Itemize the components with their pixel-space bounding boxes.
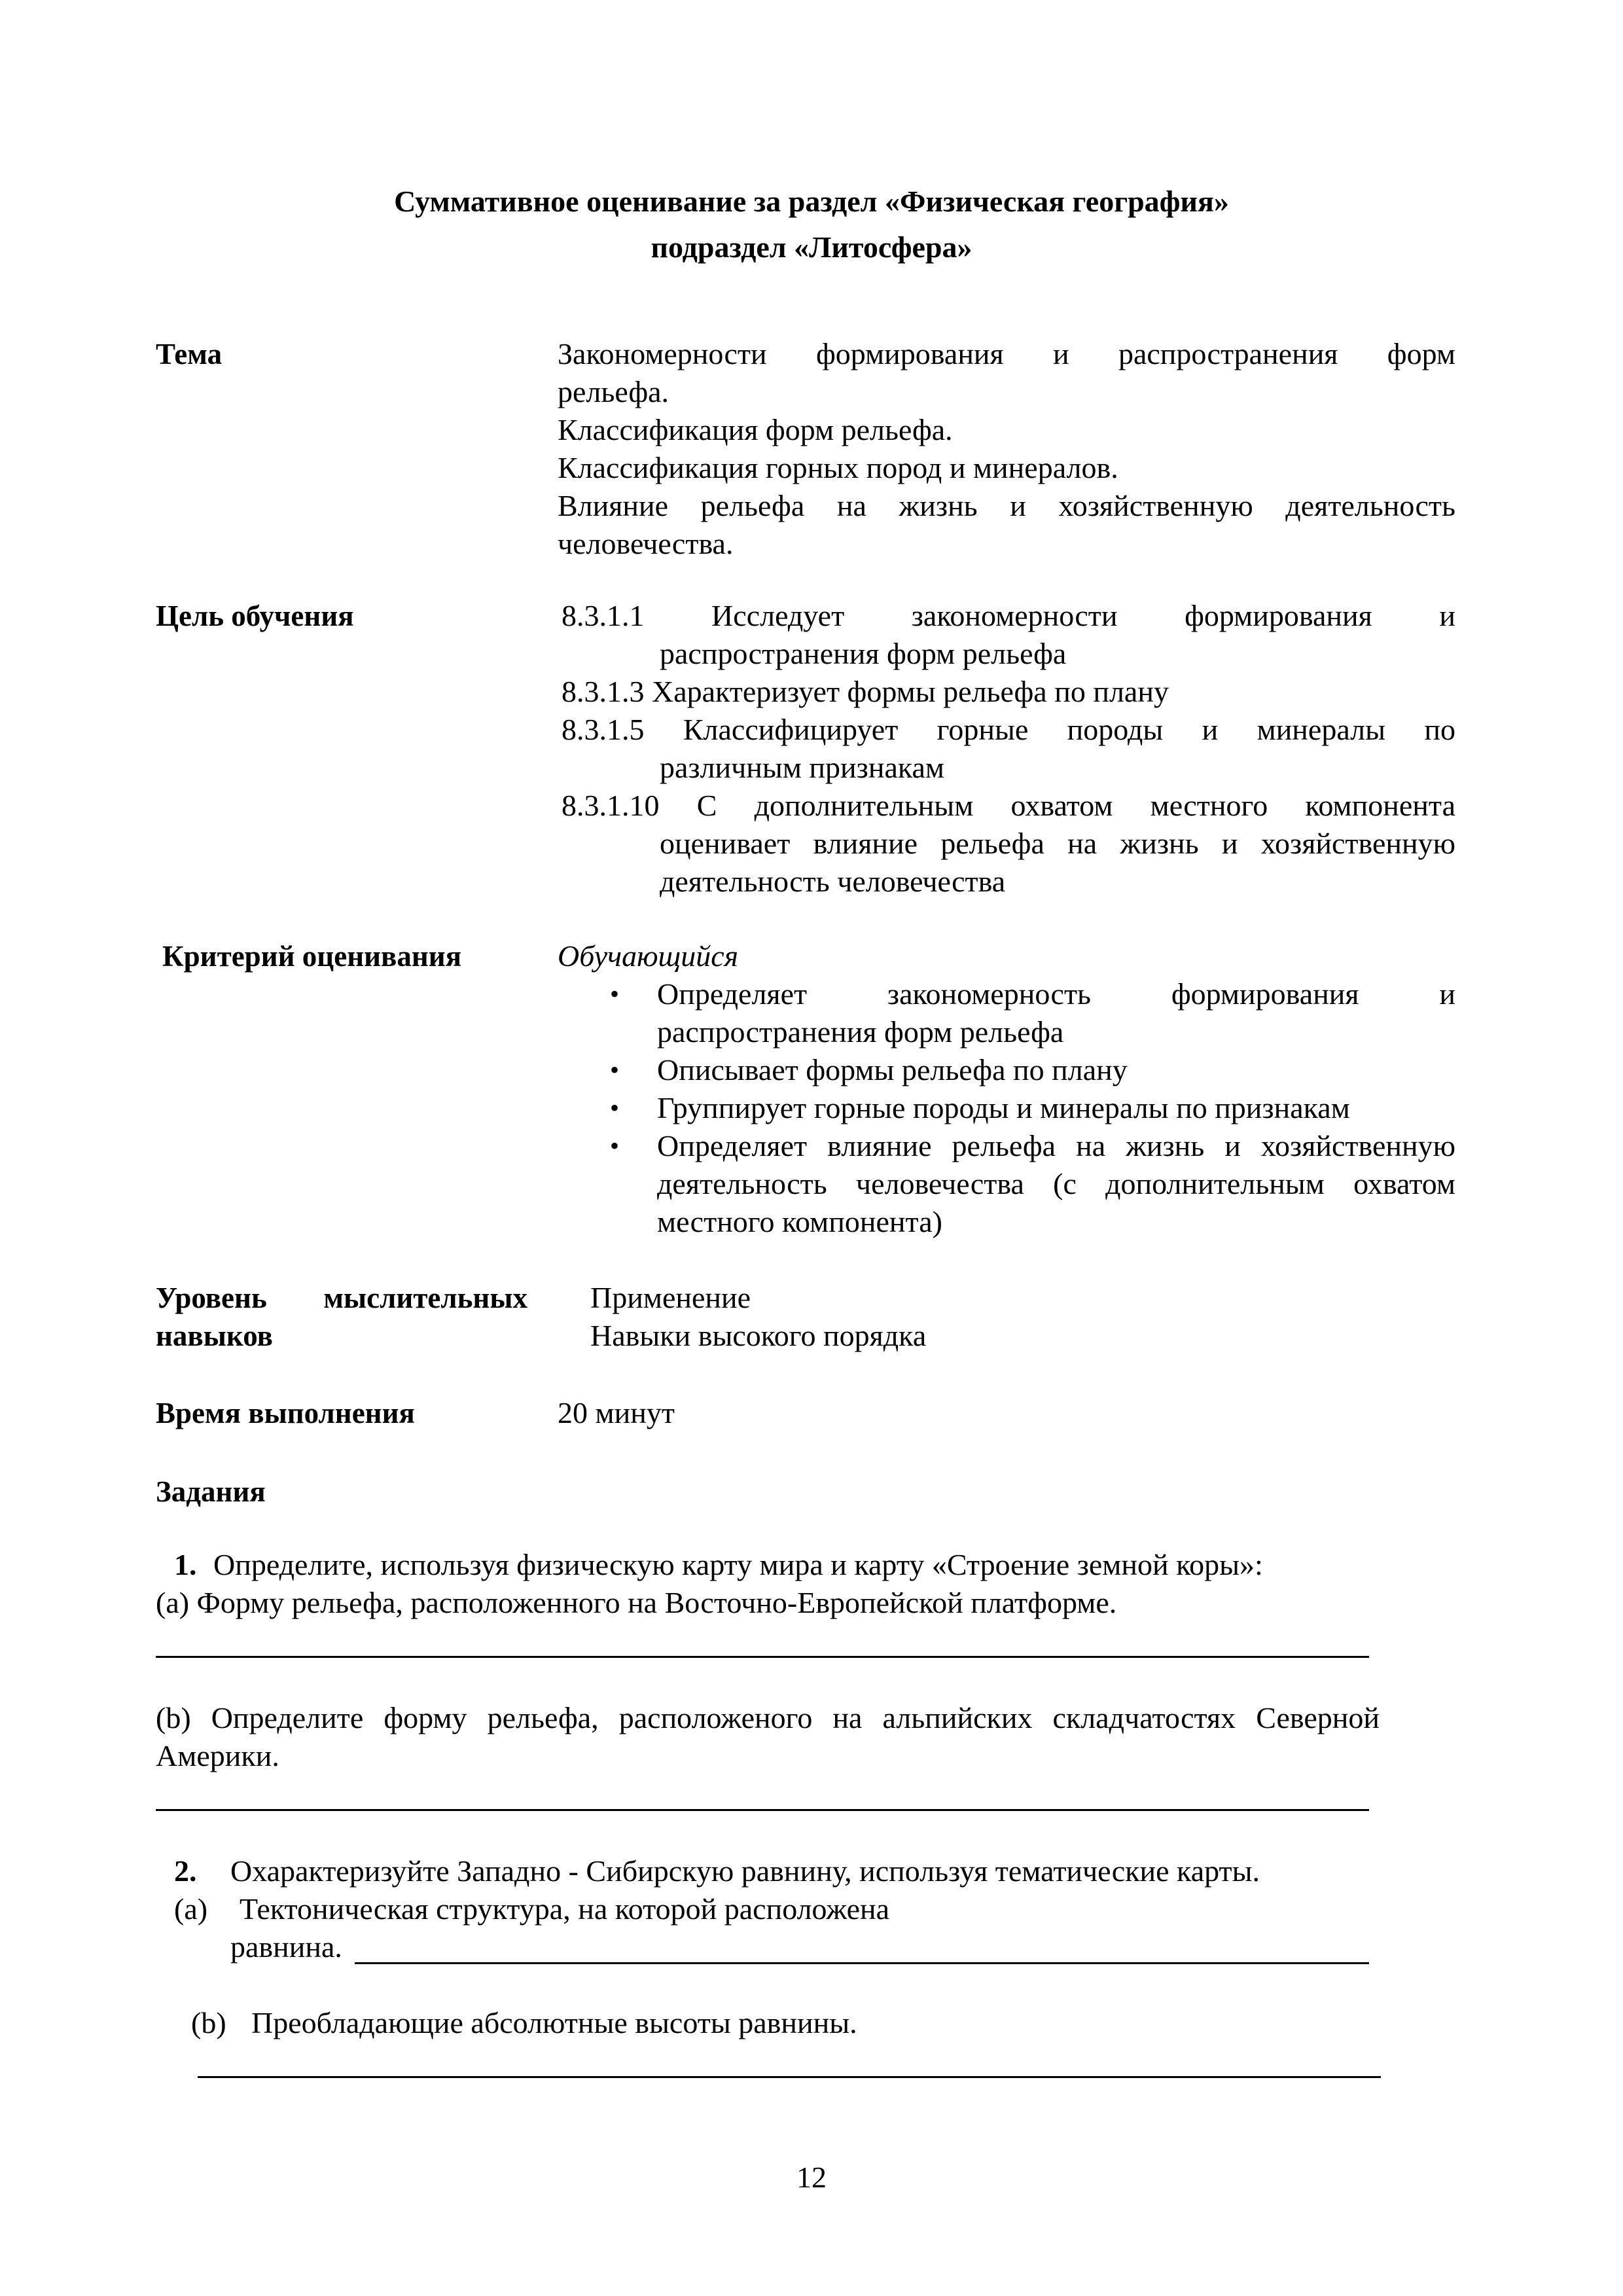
bullet-icon: •	[610, 1055, 620, 1085]
criteria-line: Описывает формы рельефа по плану	[657, 1053, 1128, 1086]
goal-line: 8.3.1.5 Классифицирует горные породы и минералы по	[562, 713, 1455, 746]
theme-line: человечества.	[558, 527, 734, 560]
criteria-line: распространения форм рельефа	[657, 1015, 1064, 1049]
goal-label: Цель обучения	[156, 600, 354, 632]
skills-label: навыков	[156, 1319, 273, 1352]
page-number: 12	[796, 2161, 827, 2194]
answer-line[interactable]	[156, 1656, 1369, 1658]
goal-line: 8.3.1.1 Исследует закономерности формирования и	[562, 599, 1455, 632]
criteria-line: деятельность человечества (с дополнительным охватом	[657, 1167, 1455, 1200]
task2-part-b: Преобладающие абсолютные высоты равнины.	[251, 2006, 857, 2039]
goal-line: оценивает влияние рельефа на жизнь и хозяйственную	[660, 827, 1455, 860]
answer-line[interactable]	[156, 1809, 1369, 1811]
tasks-heading: Задания	[156, 1475, 266, 1508]
time-label: Время выполнения	[156, 1397, 415, 1429]
task2-text: Охарактеризуйте Западно - Сибирскую равнину, используя тематические карты.	[230, 1854, 1260, 1888]
task1-part-b: Америки.	[156, 1739, 279, 1772]
task1-number: 1.	[174, 1548, 197, 1581]
time-value: 20 минут	[558, 1396, 675, 1429]
task2-part-a: равнина.	[230, 1930, 342, 1964]
task2-number: 2.	[174, 1854, 197, 1888]
bullet-icon: •	[610, 979, 620, 1009]
document-subtitle: подраздел «Литосфера»	[651, 230, 972, 264]
skills-label: Уровень мыслительных	[156, 1282, 527, 1314]
criteria-line: Определяет закономерность формирования и	[657, 977, 1455, 1011]
skills-line: Навыки высокого порядка	[590, 1319, 927, 1352]
task2-part-a-marker: (a)	[174, 1892, 208, 1926]
goal-line: различным признакам	[660, 751, 945, 784]
theme-label: Тема	[156, 338, 223, 370]
criteria-line: Группирует горные породы и минералы по признакам	[657, 1091, 1350, 1124]
answer-line[interactable]	[198, 2076, 1381, 2078]
criteria-line: Определяет влияние рельефа на жизнь и хозяйственную	[657, 1129, 1455, 1162]
goal-line: 8.3.1.3 Характеризует формы рельефа по плану	[562, 675, 1169, 708]
task1-text: Определите, используя физическую карту мира и карту «Строение земной коры»:	[213, 1548, 1263, 1581]
theme-line: Классификация форм рельефа.	[558, 413, 953, 446]
criteria-label: Критерий оценивания	[162, 940, 462, 973]
task2-part-a: Тектоническая структура, на которой расположена	[240, 1892, 890, 1926]
task1-part-b: (b) Определите форму рельефа, расположеного на альпийских складчатостях Северной	[156, 1701, 1380, 1734]
answer-line[interactable]	[355, 1962, 1369, 1964]
bullet-icon: •	[610, 1131, 620, 1160]
goal-line: 8.3.1.10 С дополнительным охватом местного компонента	[562, 789, 1455, 822]
theme-line: рельефа.	[558, 375, 669, 408]
criteria-intro: Обучающийся	[558, 939, 739, 973]
task2-part-b-marker: (b)	[191, 2006, 226, 2039]
skills-line: Применение	[590, 1281, 751, 1314]
bullet-icon: •	[610, 1093, 620, 1122]
theme-line: Закономерности формирования и распространения форм	[558, 337, 1455, 370]
task1-part-a: (a) Форму рельефа, расположенного на Восточно-Европейской платформе.	[156, 1586, 1117, 1619]
criteria-line: местного компонента)	[657, 1205, 942, 1238]
goal-line: деятельность человечества	[660, 865, 1006, 898]
theme-line: Влияние рельефа на жизнь и хозяйственную деятельность	[558, 489, 1455, 522]
theme-line: Классификация горных пород и минералов.	[558, 451, 1118, 484]
goal-line: распространения форм рельефа	[660, 637, 1067, 670]
document-title: Суммативное оценивание за раздел «Физическая география»	[394, 185, 1229, 218]
